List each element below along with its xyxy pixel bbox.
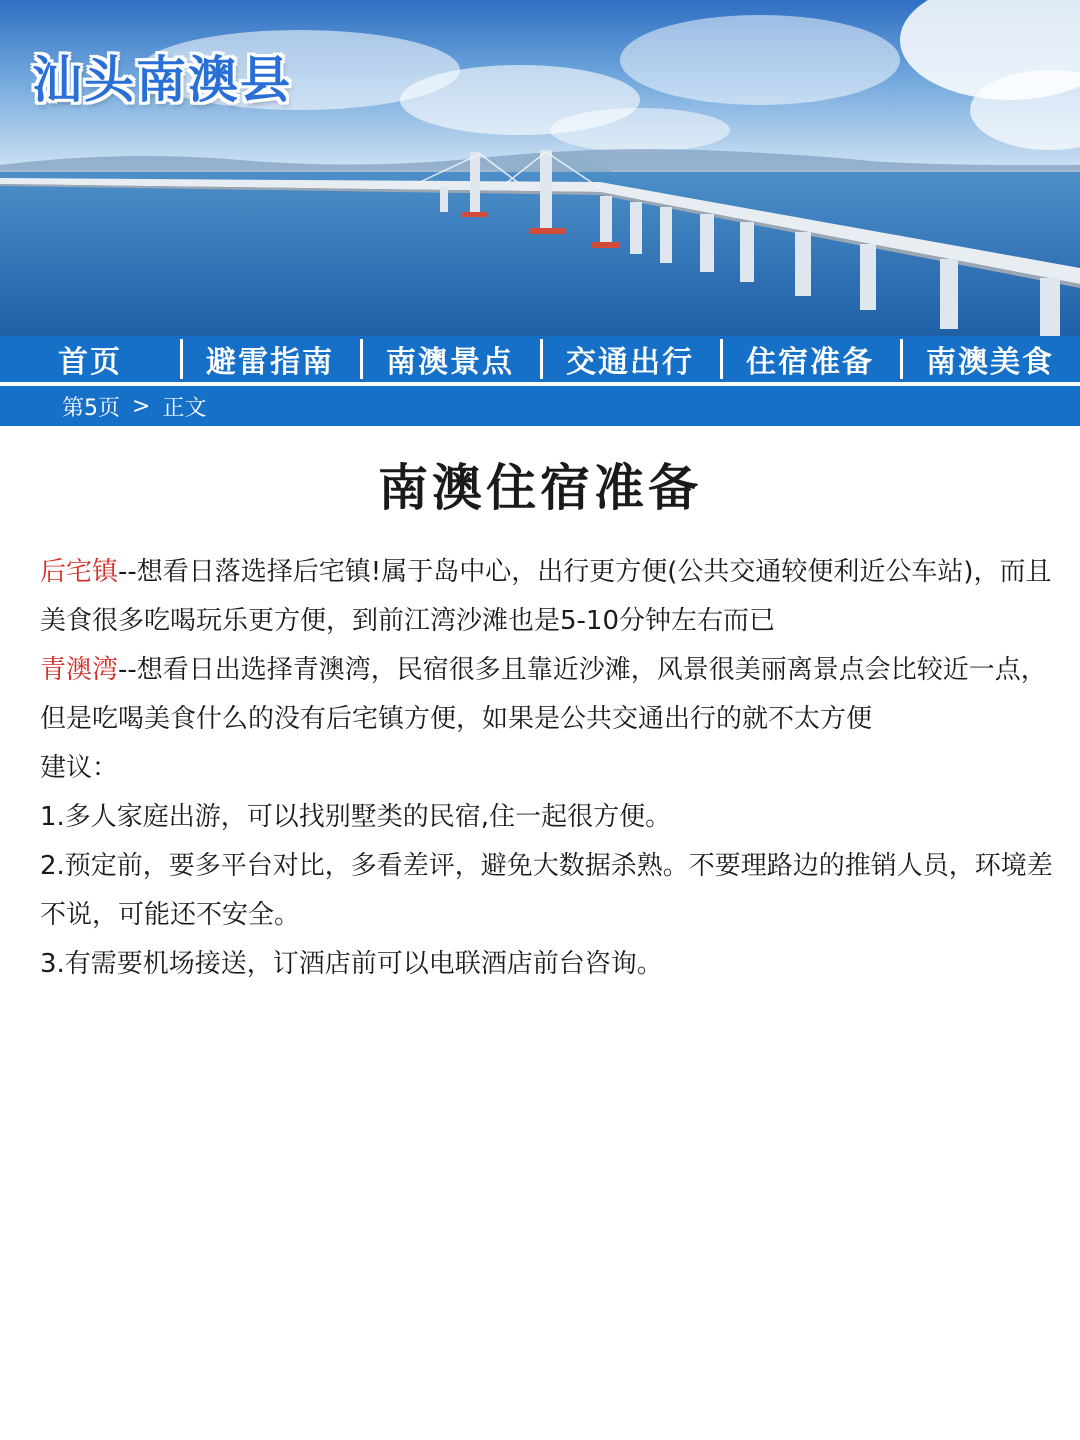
breadcrumb-current: 正文 [162, 395, 207, 421]
tip-3: 3.有需要机场接送，订酒店前可以电联酒店前台咨询。 [40, 949, 663, 979]
breadcrumb-separator: > [132, 393, 151, 419]
nav-food[interactable]: 南澳美食 [900, 335, 1080, 383]
section-qingao [40, 646, 1060, 744]
site-title: 汕头南澳县 [32, 51, 292, 109]
section-houzhai-name: 后宅镇 [40, 557, 119, 587]
breadcrumb [0, 386, 1080, 426]
section-houzhai [40, 548, 1060, 646]
nav-home[interactable]: 首页 [58, 345, 122, 380]
hero-banner [0, 0, 1080, 336]
section-houzhai-text: --想看日落选择后宅镇!属于岛中心，出行更方便(公共交通较便利近公车站)，而且美食很多吃喝玩乐更方便，到前江湾沙滩也是5-10分钟左右而已 [40, 557, 1052, 636]
breadcrumb-page[interactable]: 第5页 [62, 395, 120, 421]
section-qingao-text: --想看日出选择青澳湾，民宿很多且靠近沙滩，风景很美丽离景点会比较近一点，但是吃喝美食什么的没有后宅镇方便，如果是公共交通出行的就不太方便 [40, 655, 1047, 734]
tip-2: 2.预定前，要多平台对比，多看差评，避免大数据杀熟。不要理路边的推销人员，环境差不说，可能还不安全。 [40, 851, 1053, 930]
tip-1: 1.多人家庭出游，可以找别墅类的民宿,住一起很方便。 [40, 802, 672, 832]
nav-transport[interactable]: 交通出行 [540, 335, 720, 383]
section-qingao-name: 青澳湾 [40, 655, 119, 685]
advice-label: 建议： [40, 753, 119, 783]
main-nav [0, 336, 1080, 384]
nav-pitfall-guide[interactable]: 避雷指南 [180, 335, 360, 383]
nav-accommodation[interactable]: 住宿准备 [720, 335, 900, 383]
nav-attractions[interactable]: 南澳景点 [360, 335, 540, 383]
article-body [40, 548, 1060, 989]
page-title: 南澳住宿准备 [378, 459, 702, 517]
